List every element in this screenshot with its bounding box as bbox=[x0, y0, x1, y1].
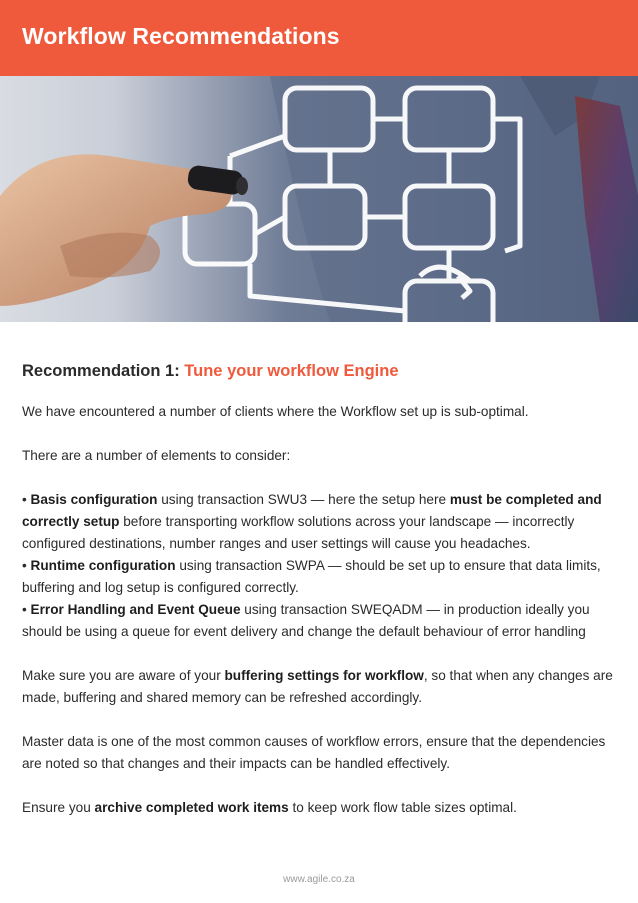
page-header bbox=[0, 0, 638, 76]
bullet-bold-label: Basis configuration bbox=[30, 492, 158, 507]
recommendation-heading bbox=[22, 360, 622, 382]
bullet-marker: • bbox=[22, 602, 27, 617]
bullet-bold-label: Error Handling and Event Queue bbox=[30, 602, 241, 617]
buffering-paragraph bbox=[22, 665, 622, 709]
recommendation-prefix: Recommendation 1: bbox=[22, 362, 180, 380]
paragraph-text: , so that when any changes are made, buffering and shared memory can be refreshed accordingly. bbox=[22, 668, 613, 705]
workflow-diagram-illustration bbox=[0, 76, 638, 322]
bullet-runtime-configuration bbox=[22, 555, 622, 599]
elements-intro-paragraph: There are a number of elements to consider: bbox=[22, 448, 291, 463]
bullet-text: using transaction SWU3 — here the setup here bbox=[157, 492, 450, 507]
main-content bbox=[22, 360, 622, 819]
bullet-text: before transporting workflow solutions across your landscape — incorrectly configured destinations, number ranges and user settings will cause you headaches. bbox=[22, 514, 575, 551]
footer-url: www.agile.co.za bbox=[283, 874, 355, 885]
paragraph-text: Ensure you bbox=[22, 800, 95, 815]
bullet-marker: • bbox=[22, 558, 27, 573]
hero-image bbox=[0, 76, 638, 322]
bullet-text: using transaction SWPA — should be set up to ensure that data limits, buffering and log setup is configured correctly. bbox=[22, 558, 601, 595]
bullet-error-handling bbox=[22, 599, 622, 643]
bullet-bold-emphasis: must be completed and correctly setup bbox=[22, 492, 602, 529]
recommendation-title: Tune your workflow Engine bbox=[184, 362, 399, 380]
bullet-basis-configuration bbox=[22, 489, 622, 555]
archive-paragraph bbox=[22, 797, 622, 819]
paragraph-text: to keep work flow table sizes optimal. bbox=[288, 800, 517, 815]
page-title: Workflow Recommendations bbox=[22, 23, 340, 49]
master-data-paragraph: Master data is one of the most common causes of workflow errors, ensure that the dependencies are noted so that changes and their impacts can be handled effectively. bbox=[22, 734, 606, 771]
paragraph-text: Make sure you are aware of your bbox=[22, 668, 225, 683]
paragraph-bold: buffering settings for workflow bbox=[224, 668, 424, 683]
paragraph-bold: archive completed work items bbox=[94, 800, 289, 815]
bullet-text: using transaction SWEQADM — in production ideally you should be using a queue for event delivery and change the default behaviour of error handling bbox=[22, 602, 590, 639]
bullet-bold-label: Runtime configuration bbox=[30, 558, 176, 573]
intro-paragraph: We have encountered a number of clients where the Workflow set up is sub-optimal. bbox=[22, 404, 529, 419]
bullet-marker: • bbox=[22, 492, 27, 507]
